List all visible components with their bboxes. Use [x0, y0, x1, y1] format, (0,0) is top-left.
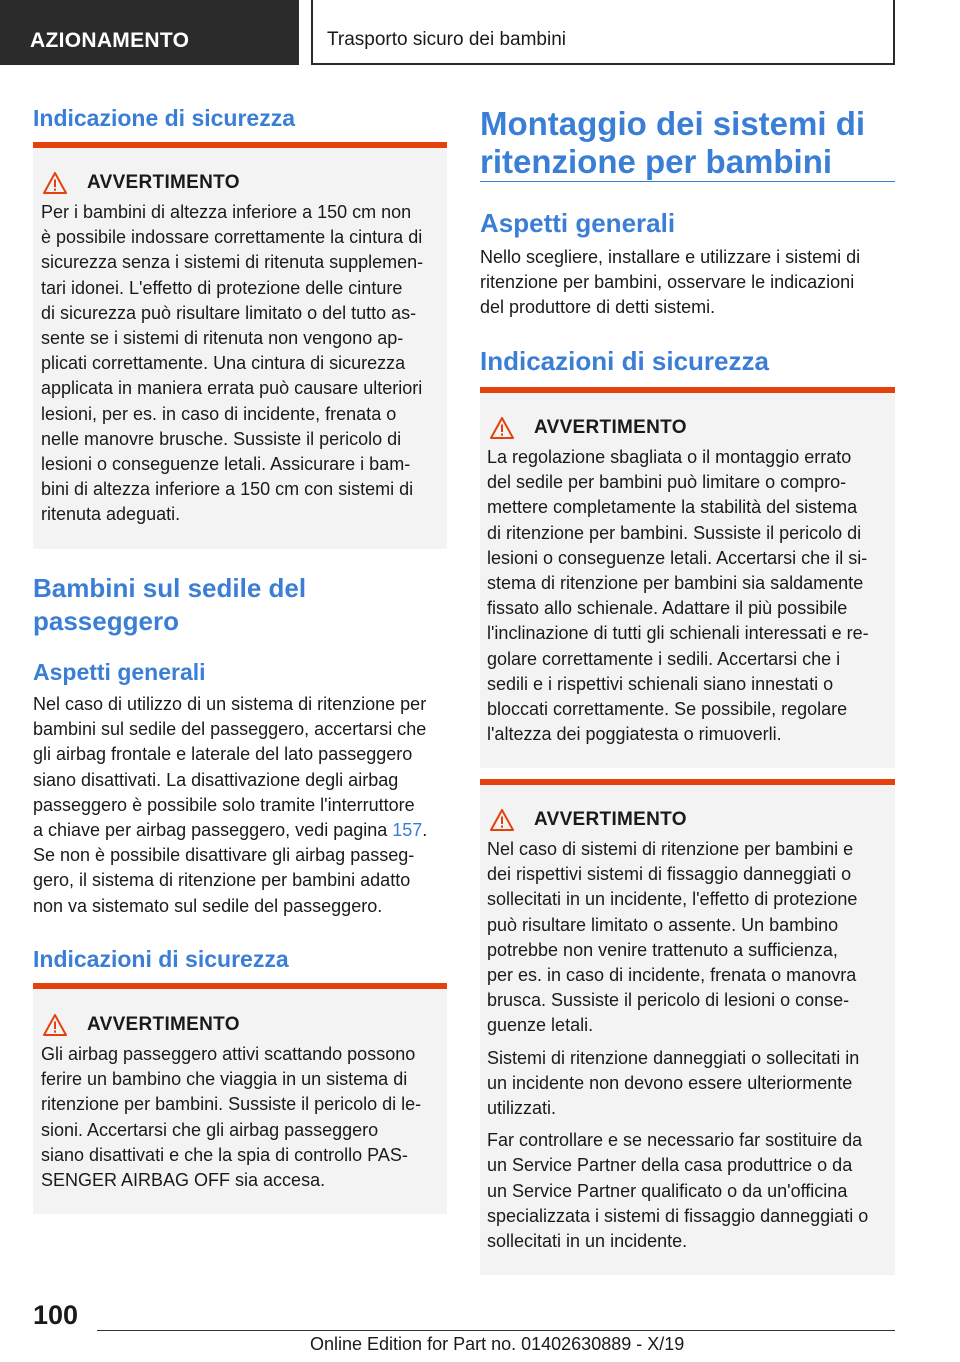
text-line: dei rispettivi sistemi di fissaggio danneggiati o: [487, 864, 852, 885]
text-segment: a chiave per airbag passeggero, vedi pagina: [33, 820, 393, 841]
text-line: Far controllare e se necessario far sostituire da: [487, 1130, 863, 1151]
heading-line: passeggero: [33, 606, 179, 636]
text-line: lesioni o conseguenze letali. Accertarsi che il si‐: [487, 547, 868, 568]
text-line: bini di altezza inferiore a 150 cm con sistemi di: [41, 479, 414, 500]
section-title: AZIONAMENTO: [30, 29, 190, 52]
warning-box-2: [33, 983, 447, 1214]
text-line: sedili e i rispettivi schienali siano innestati o: [487, 673, 834, 694]
text-line: sicurezza senza i sistemi di ritenuta supplemen‐: [41, 252, 424, 273]
section-tab: [0, 0, 299, 65]
warning-title-row: [480, 417, 895, 439]
page-reference-link[interactable]: 157: [392, 820, 423, 841]
text-line: ritenuta adeguati.: [41, 504, 181, 525]
text-line: ritenzione per bambini. Sussiste il pericolo di le‐: [41, 1094, 422, 1115]
text-line: ferire un bambino che viaggia in un sistema di: [41, 1069, 408, 1090]
edition-note: Online Edition for Part no. 01402630889 - X/19: [310, 1334, 685, 1354]
warning-title-row: [480, 809, 895, 831]
heading-rule: [480, 181, 895, 182]
text-line: di sicurezza può risultare limitato o del tutto as‐: [41, 302, 417, 323]
text-line: bambini sul sedile del passeggero, accertarsi che: [33, 719, 427, 740]
warning-title: AVVERTIMENTO: [87, 172, 240, 193]
general-text: [33, 692, 453, 919]
heading-child-passenger-seat: [33, 572, 306, 638]
page-number: 100: [33, 1300, 79, 1330]
heading-mounting-child-restraints: [480, 105, 865, 181]
text-line: brusca. Sussiste il pericolo di lesioni o conse‐: [487, 990, 850, 1011]
text-line: un Service Partner della casa produttrice o da: [487, 1155, 853, 1176]
text-line: del produttore di detti sistemi.: [480, 297, 716, 318]
text-line: sioni. Accertarsi che gli airbag passeggero: [41, 1119, 379, 1140]
text-line: sente se i sistemi di ritenuta non vengono ap‐: [41, 328, 404, 349]
text-line: potrebbe non venire trattenuto a sufficienza,: [487, 939, 838, 960]
text-line: tari idonei. L'effetto di protezione delle cinture: [41, 277, 403, 298]
text-line: Per i bambini di altezza inferiore a 150 cm non: [41, 202, 412, 222]
text-line: un Service Partner qualificato o da un'officina: [487, 1180, 848, 1201]
text-segment: .: [422, 820, 428, 841]
text-line: non va sistemato sul sedile del passeggero.: [33, 895, 383, 916]
text-line: bloccati correttamente. Se possibile, regolare: [487, 699, 848, 720]
text-line: specializzata i sistemi di fissaggio danneggiati o: [487, 1205, 869, 1226]
text-line: siano disattivati e che la spia di controllo PAS‐: [41, 1144, 408, 1165]
heading-line: ritenzione per bambini: [480, 143, 833, 180]
chapter-tab: [311, 0, 895, 65]
text-line: di ritenzione per bambini. Sussiste il pericolo di: [487, 522, 862, 543]
warning-title-row: [33, 172, 447, 194]
warning-title: AVVERTIMENTO: [87, 1014, 240, 1035]
warning-box-3: [480, 387, 895, 768]
text-line: utilizzati.: [487, 1098, 557, 1119]
text-line: può risultare limitato o assente. Un bambino: [487, 914, 839, 935]
text-line: sollecitati in un incidente, l'effetto di protezione: [487, 889, 858, 910]
text-line: lesioni o conseguenze letali. Assicurare i bam‐: [41, 454, 411, 475]
text-line: Nel caso di utilizzo di un sistema di ritenzione per: [33, 694, 427, 714]
text-line: lesioni, per es. in caso di incidente, frenata o: [41, 403, 397, 424]
warning-triangle-icon: [490, 809, 514, 831]
text-line: gli airbag frontale e laterale del lato passeggero: [33, 744, 413, 765]
text-line: l'inclinazione di tutti gli schienali interessati e re‐: [487, 623, 869, 644]
text-line: La regolazione sbagliata o il montaggio errato: [487, 447, 852, 467]
text-line: golare correttamente i sedili. Accertarsi che i: [487, 648, 841, 669]
warning-title: AVVERTIMENTO: [534, 417, 687, 438]
heading-line: Bambini sul sedile del: [33, 573, 307, 603]
text-line: siano disattivati. La disattivazione degli airbag: [33, 769, 399, 790]
text-line: nelle manovre brusche. Sussiste il pericolo di: [41, 428, 402, 449]
text-line: passeggero è possibile solo tramite l'interruttore: [33, 794, 415, 815]
text-line: un incidente non devono essere ulteriormente: [487, 1072, 853, 1093]
warning-triangle-icon: [43, 1014, 67, 1036]
warning-text: [487, 837, 895, 1254]
text-line: sollecitati in un incidente.: [487, 1231, 688, 1252]
text-line: Se non è possibile disattivare gli airbag passeg‐: [33, 845, 415, 866]
heading-line: Montaggio dei sistemi di: [480, 105, 866, 142]
text-line: plicati correttamente. Una cintura di sicurezza: [41, 353, 406, 374]
text-line: l'altezza dei poggiatesta o rimuoverli.: [487, 724, 782, 745]
warning-text: [487, 445, 895, 747]
text-line: Nello scegliere, installare e utilizzare i sistemi di: [480, 247, 861, 267]
warning-triangle-icon: [43, 172, 67, 194]
text-line: stema di ritenzione per bambini sia saldamente: [487, 573, 864, 594]
text-line: del sedile per bambini può limitare o compro‐: [487, 472, 847, 493]
text-line: Nel caso di sistemi di ritenzione per bambini e: [487, 839, 854, 859]
warning-box-1: [33, 142, 447, 549]
text-line: ritenzione per bambini, osservare le indicazioni: [480, 272, 855, 293]
text-line: [33, 818, 453, 843]
text-line: fissato allo schienale. Adattare il più possibile: [487, 598, 848, 619]
heading-general-aspects: Aspetti generali: [480, 208, 676, 238]
warning-text: [41, 1042, 447, 1193]
text-line: Gli airbag passeggero attivi scattando possono: [41, 1044, 416, 1064]
text-line: SENGER AIRBAG OFF sia accesa.: [41, 1170, 326, 1191]
text-line: mettere completamente la stabilità del sistema: [487, 497, 858, 518]
heading-safety-note: Indicazione di sicurezza: [33, 105, 296, 131]
text-line: guenze letali.: [487, 1015, 594, 1036]
warning-title-row: [33, 1014, 447, 1036]
warning-box-4: [480, 779, 895, 1275]
heading-safety-notes: Indicazioni di sicurezza: [480, 346, 769, 376]
warning-text: [41, 200, 447, 528]
warning-title: AVVERTIMENTO: [534, 809, 687, 830]
text-line: per es. in caso di incidente, frenata o manovra: [487, 965, 857, 986]
footer-rule: [97, 1330, 895, 1331]
heading-general-aspects: Aspetti generali: [33, 659, 206, 685]
text-line: gero, il sistema di ritenzione per bambini adatto: [33, 870, 411, 891]
general-text: [480, 245, 900, 321]
text-line: Sistemi di ritenzione danneggiati o sollecitati in: [487, 1047, 860, 1068]
text-line: è possibile indossare correttamente la cintura di: [41, 227, 423, 248]
heading-safety-notes-2: Indicazioni di sicurezza: [33, 946, 289, 972]
text-line: applicata in maniera errata può causare ulteriori: [41, 378, 423, 399]
chapter-title: Trasporto sicuro dei bambini: [327, 29, 567, 50]
warning-triangle-icon: [490, 417, 514, 439]
